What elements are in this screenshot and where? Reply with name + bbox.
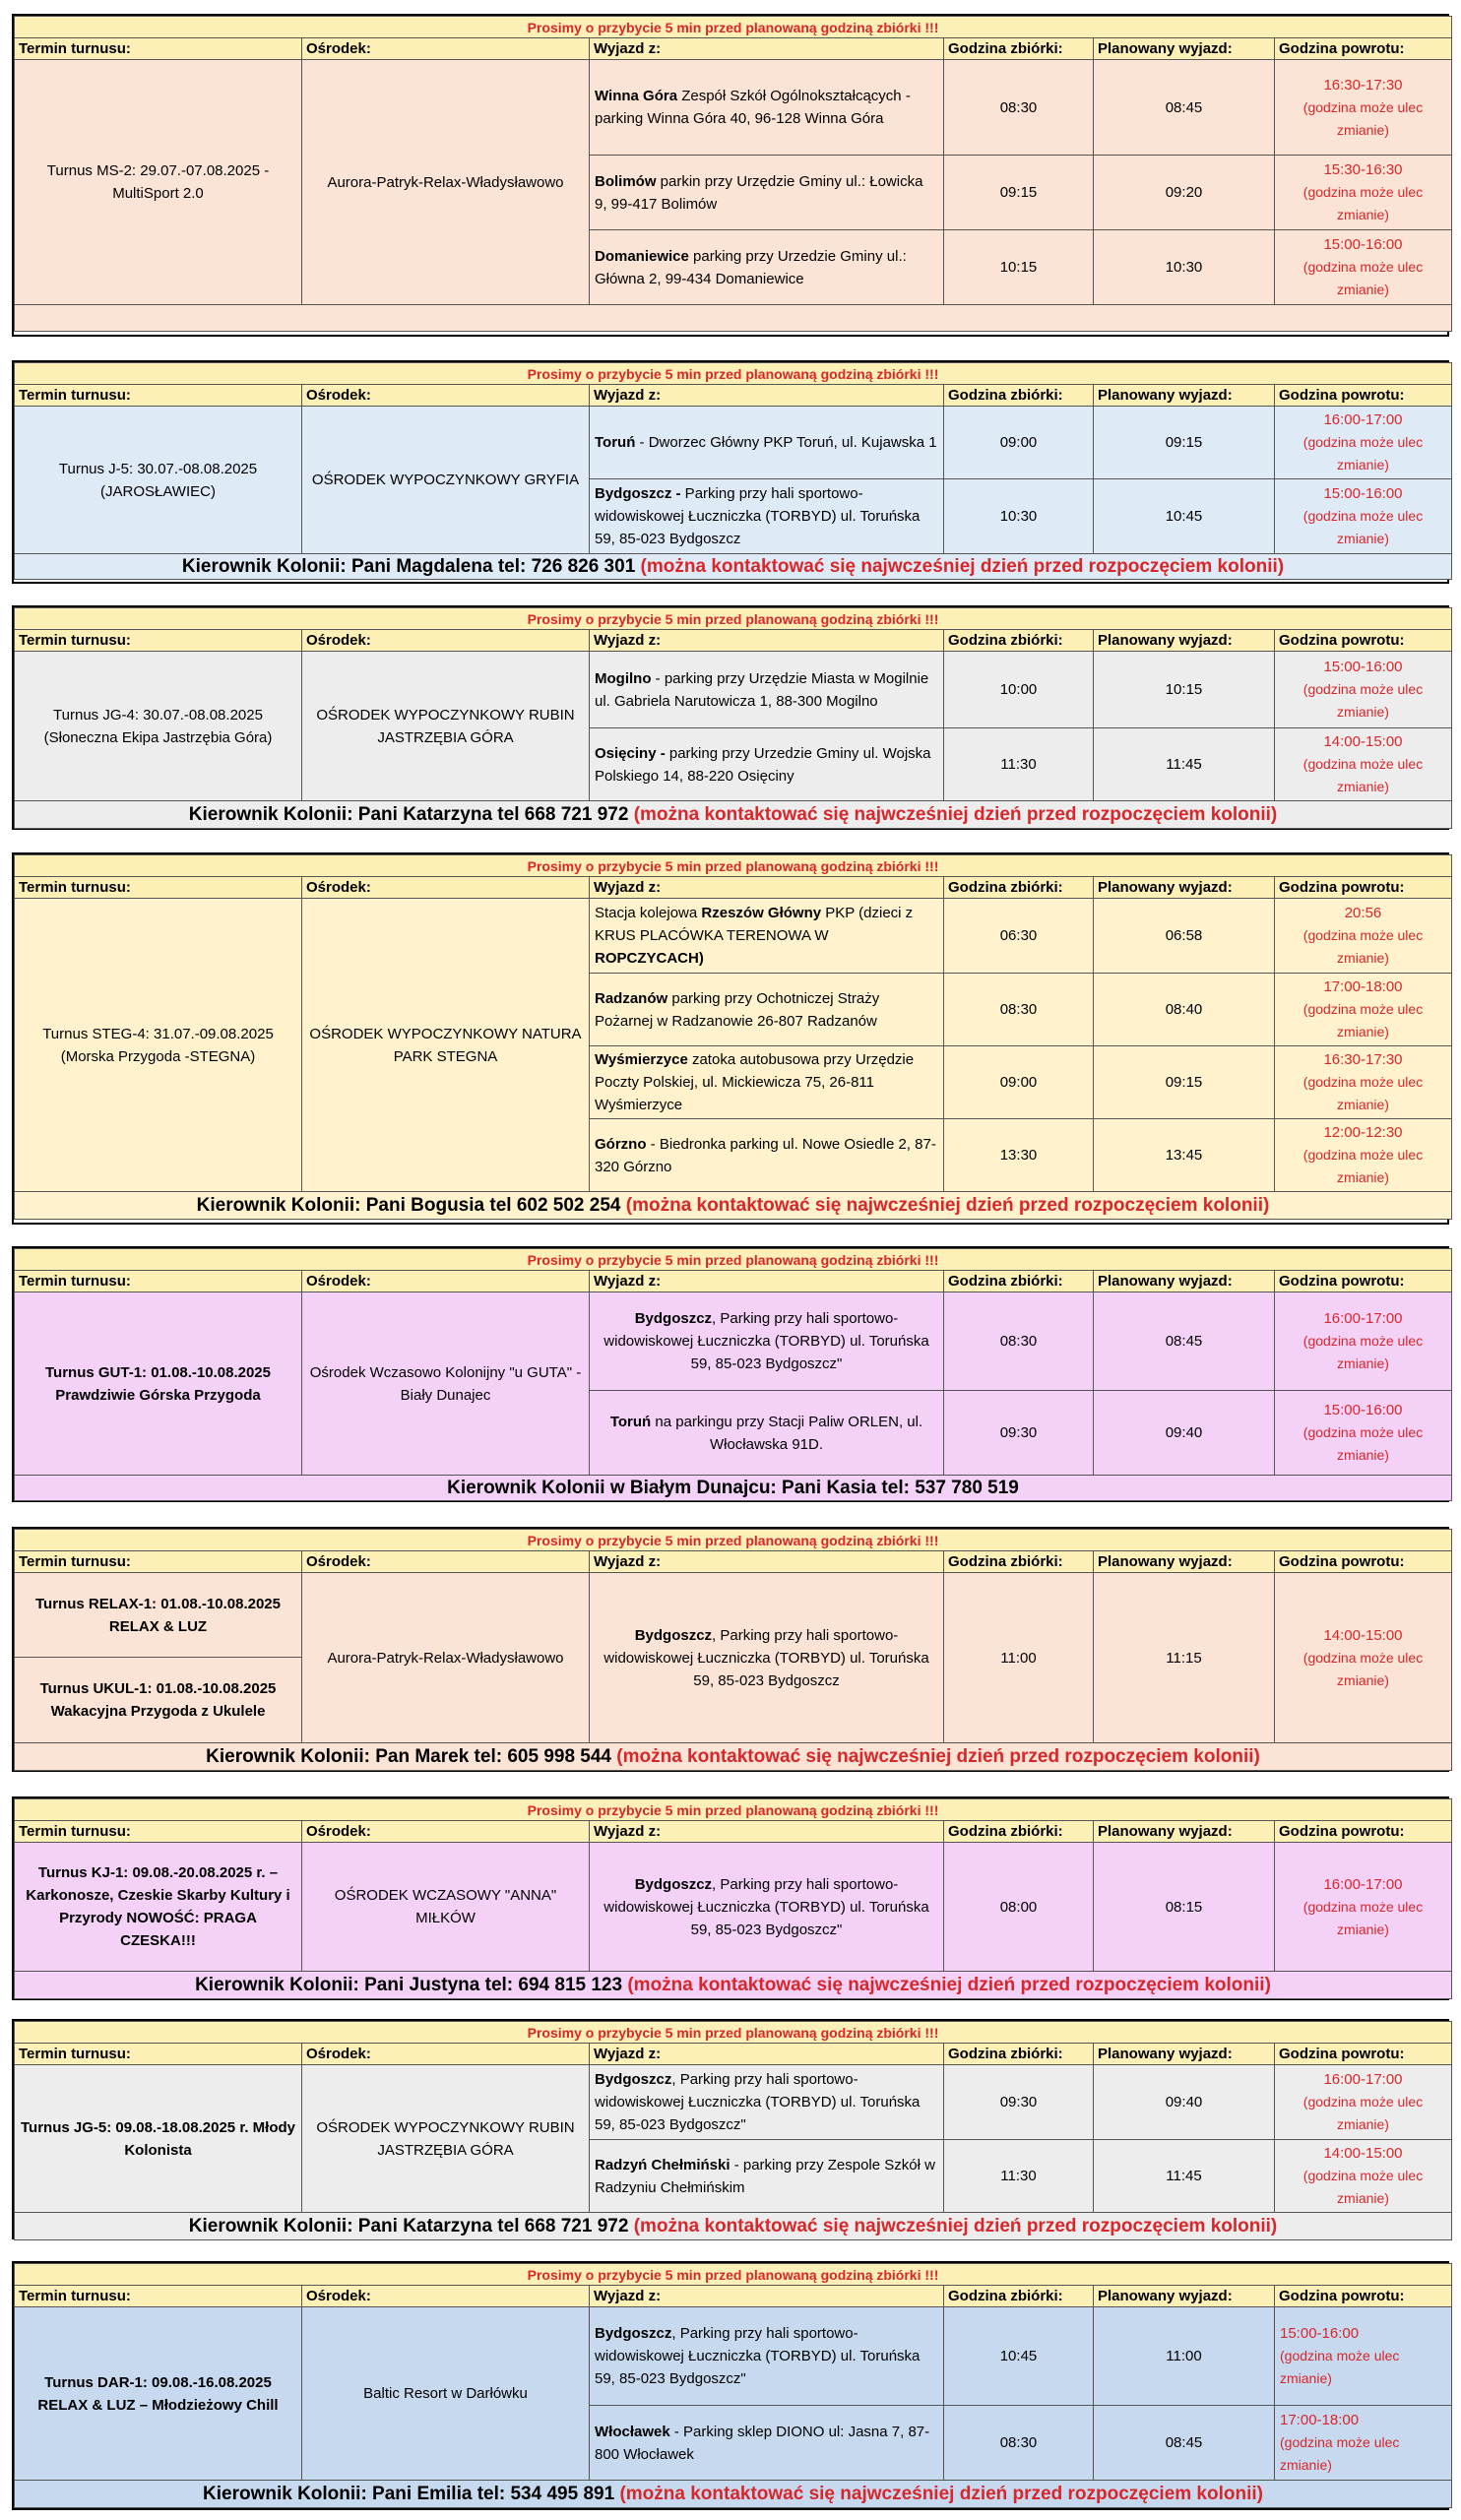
manager-name: Kierownik Kolonii: Pan Marek tel: 605 998 544 bbox=[206, 1745, 611, 1767]
return-note: (godzina może ulec zmianie) bbox=[1302, 259, 1424, 297]
return-time bbox=[1275, 2140, 1452, 2213]
departure-place bbox=[590, 479, 944, 554]
return-hours: 17:00-18:00 bbox=[1280, 2412, 1360, 2428]
gathering-time: 10:00 bbox=[944, 652, 1094, 728]
return-time bbox=[1275, 974, 1452, 1046]
header-powrot: Godzina powrotu: bbox=[1275, 630, 1452, 652]
place-name: Bydgoszcz - bbox=[595, 485, 681, 502]
header-zbiorka: Godzina zbiórki: bbox=[944, 877, 1094, 899]
header-zbiorka: Godzina zbiórki: bbox=[944, 2044, 1094, 2065]
header-osrodek: Ośrodek: bbox=[302, 630, 590, 652]
manager-contact bbox=[15, 1192, 1452, 1220]
header-termin: Termin turnusu: bbox=[15, 38, 302, 60]
osrodek-name: OŚRODEK WYPOCZYNKOWY GRYFIA bbox=[302, 407, 590, 554]
return-hours: 15:00-16:00 bbox=[1323, 485, 1403, 502]
manager-contact bbox=[15, 1972, 1452, 1999]
gathering-time: 10:15 bbox=[944, 230, 1094, 305]
return-hours: 14:00-15:00 bbox=[1323, 1626, 1403, 1644]
place-address: parkin przy Urzędzie Gminy ul.: Łowicka 9, 99-417 Bolimów bbox=[595, 172, 923, 213]
place-address: - Dworzec Główny PKP Toruń, ul. Kujawska 1 bbox=[635, 434, 937, 451]
gathering-time: 09:30 bbox=[944, 1391, 1094, 1476]
header-wyjazd: Wyjazd z: bbox=[590, 2044, 944, 2065]
place-name: Radzanów bbox=[595, 989, 668, 1007]
contact-note: (można kontaktować się najwcześniej dzień przed rozpoczęciem kolonii) bbox=[619, 2483, 1263, 2504]
gathering-time: 11:30 bbox=[944, 2140, 1094, 2213]
departure-time: 08:45 bbox=[1094, 1292, 1275, 1391]
departure-time: 08:15 bbox=[1094, 1843, 1275, 1972]
osrodek-name: OŚRODEK WYPOCZYNKOWY RUBIN JASTRZĘBIA GÓRA bbox=[302, 2065, 590, 2213]
departure-place bbox=[590, 1391, 944, 1476]
return-hours: 15:00-16:00 bbox=[1280, 2325, 1360, 2342]
gathering-time: 09:00 bbox=[944, 1046, 1094, 1119]
header-termin: Termin turnusu: bbox=[15, 877, 302, 899]
manager-name: Kierownik Kolonii: Pani Magdalena tel: 726 826 301 bbox=[181, 555, 636, 577]
return-hours: 16:30-17:30 bbox=[1323, 76, 1403, 94]
header-powrot: Godzina powrotu: bbox=[1275, 2044, 1452, 2065]
header-osrodek: Ośrodek: bbox=[302, 385, 590, 407]
place-name: Bydgoszcz bbox=[634, 1310, 713, 1327]
departure-time: 10:45 bbox=[1094, 479, 1275, 554]
departure-place bbox=[590, 2140, 944, 2213]
place-address: , Parking przy hali sportowo-widowiskowej Łuczniczka (TORBYD) ul. Toruńska 59, 85-023 Bydgoszcz" bbox=[603, 1310, 929, 1372]
turnus-name: Turnus JG-5: 09.08.-18.08.2025 r. Młody Kolonista bbox=[15, 2065, 302, 2213]
contact-note: (można kontaktować się najwcześniej dzień przed rozpoczęciem kolonii) bbox=[640, 555, 1285, 577]
manager-name: Kierownik Kolonii: Pani Emilia tel: 534 495 891 bbox=[203, 2483, 615, 2504]
place-address: - Parking sklep DIONO ul: Jasna 7, 87-800 Włocławek bbox=[595, 2423, 930, 2463]
departure-place bbox=[590, 2406, 944, 2481]
return-time bbox=[1275, 1292, 1452, 1391]
header-planowany: Planowany wyjazd: bbox=[1094, 630, 1275, 652]
place-name: Bolimów bbox=[595, 172, 657, 190]
place-name: Domaniewice bbox=[595, 247, 689, 265]
manager-contact bbox=[15, 801, 1452, 829]
place-address: , Parking przy hali sportowo-widowiskowej Łuczniczka (TORBYD) ul. Toruńska 59, 85-023 Bydgoszcz" bbox=[603, 1875, 929, 1938]
place-address: PKP (dzieci z KRUS PLACÓWKA TERENOWA W bbox=[595, 905, 914, 944]
departure-place bbox=[590, 1843, 944, 1972]
header-powrot: Godzina powrotu: bbox=[1275, 1271, 1452, 1292]
departure-time: 11:45 bbox=[1094, 728, 1275, 801]
header-powrot: Godzina powrotu: bbox=[1275, 2286, 1452, 2307]
schedule-block-j5 bbox=[12, 360, 1449, 584]
turnus-name: Turnus JG-4: 30.07.-08.08.2025 (Słoneczna Ekipa Jastrzębia Góra) bbox=[15, 652, 302, 801]
departure-time: 09:40 bbox=[1094, 2065, 1275, 2140]
header-osrodek: Ośrodek: bbox=[302, 1551, 590, 1573]
return-hours: 16:00-17:00 bbox=[1323, 1310, 1403, 1327]
return-note: (godzina może ulec zmianie) bbox=[1302, 681, 1424, 720]
gathering-time: 08:30 bbox=[944, 974, 1094, 1046]
return-time bbox=[1275, 2065, 1452, 2140]
gathering-time: 11:30 bbox=[944, 728, 1094, 801]
departure-time: 13:45 bbox=[1094, 1119, 1275, 1192]
header-wyjazd: Wyjazd z: bbox=[590, 1821, 944, 1843]
departure-place bbox=[590, 652, 944, 728]
return-hours: 15:00-16:00 bbox=[1323, 1402, 1403, 1418]
return-time bbox=[1275, 230, 1452, 305]
return-note: (godzina może ulec zmianie) bbox=[1280, 2434, 1400, 2473]
header-zbiorka: Godzina zbiórki: bbox=[944, 630, 1094, 652]
osrodek-name: Ośrodek Wczasowo Kolonijny "u GUTA" - Biały Dunajec bbox=[302, 1292, 590, 1476]
manager-name: Kierownik Kolonii: Pani Bogusia tel 602 502 254 bbox=[196, 1194, 621, 1216]
header-osrodek: Ośrodek: bbox=[302, 877, 590, 899]
return-note: (godzina może ulec zmianie) bbox=[1302, 2168, 1424, 2206]
header-osrodek: Ośrodek: bbox=[302, 1271, 590, 1292]
return-hours: 20:56 bbox=[1344, 905, 1382, 921]
header-planowany: Planowany wyjazd: bbox=[1094, 385, 1275, 407]
schedule-block-jg5 bbox=[12, 2019, 1449, 2239]
header-planowany: Planowany wyjazd: bbox=[1094, 1821, 1275, 1843]
return-hours: 16:00-17:00 bbox=[1323, 1875, 1403, 1893]
arrival-notice: Prosimy o przybycie 5 min przed planowaną godziną zbiórki !!! bbox=[15, 1530, 1452, 1551]
departure-place bbox=[590, 728, 944, 801]
header-planowany: Planowany wyjazd: bbox=[1094, 2286, 1275, 2307]
return-note: (godzina może ulec zmianie) bbox=[1302, 1147, 1424, 1185]
header-termin: Termin turnusu: bbox=[15, 1271, 302, 1292]
arrival-notice: Prosimy o przybycie 5 min przed planowaną godziną zbiórki !!! bbox=[15, 1249, 1452, 1271]
return-note: (godzina może ulec zmianie) bbox=[1302, 184, 1424, 222]
place-name: Radzyń Chełmiński bbox=[595, 2156, 730, 2174]
gathering-time: 10:30 bbox=[944, 479, 1094, 554]
header-zbiorka: Godzina zbiórki: bbox=[944, 38, 1094, 60]
departure-place bbox=[590, 1292, 944, 1391]
place-name: Mogilno bbox=[595, 669, 652, 687]
departure-time: 11:15 bbox=[1094, 1573, 1275, 1743]
header-wyjazd: Wyjazd z: bbox=[590, 2286, 944, 2307]
header-wyjazd: Wyjazd z: bbox=[590, 877, 944, 899]
departure-time: 08:45 bbox=[1094, 60, 1275, 156]
header-zbiorka: Godzina zbiórki: bbox=[944, 1271, 1094, 1292]
return-time bbox=[1275, 728, 1452, 801]
contact-note: (można kontaktować się najwcześniej dzień przed rozpoczęciem kolonii) bbox=[616, 1745, 1260, 1767]
osrodek-name: Aurora-Patryk-Relax-Władysławowo bbox=[302, 60, 590, 305]
header-powrot: Godzina powrotu: bbox=[1275, 38, 1452, 60]
return-time bbox=[1275, 652, 1452, 728]
return-time bbox=[1275, 156, 1452, 230]
schedule-block-dar1 bbox=[12, 2261, 1449, 2510]
departure-place bbox=[590, 1119, 944, 1192]
arrival-notice: Prosimy o przybycie 5 min przed planowaną godziną zbiórki !!! bbox=[15, 363, 1452, 385]
gathering-time: 11:00 bbox=[944, 1573, 1094, 1743]
departure-place bbox=[590, 60, 944, 156]
schedule-block-kj1 bbox=[12, 1796, 1449, 2000]
return-hours: 16:00-17:00 bbox=[1323, 411, 1403, 428]
return-note: (godzina może ulec zmianie) bbox=[1302, 1333, 1424, 1371]
place-prefix: Stacja kolejowa bbox=[595, 905, 702, 921]
turnus-name: Turnus J-5: 30.07.-08.08.2025 (JAROSŁAWIEC) bbox=[15, 407, 302, 554]
turnus-name: Turnus MS-2: 29.07.-07.08.2025 - MultiSport 2.0 bbox=[15, 60, 302, 305]
header-wyjazd: Wyjazd z: bbox=[590, 38, 944, 60]
return-note: (godzina może ulec zmianie) bbox=[1302, 434, 1424, 472]
manager-contact bbox=[15, 1476, 1452, 1501]
place-name: Rzeszów Główny bbox=[701, 905, 822, 921]
departure-place bbox=[590, 1046, 944, 1119]
osrodek-name: Aurora-Patryk-Relax-Władysławowo bbox=[302, 1573, 590, 1743]
return-time bbox=[1275, 60, 1452, 156]
arrival-notice: Prosimy o przybycie 5 min przed planowaną godziną zbiórki !!! bbox=[15, 17, 1452, 38]
schedule-block-gut1 bbox=[12, 1246, 1449, 1502]
contact-note: (można kontaktować się najwcześniej dzień przed rozpoczęciem kolonii) bbox=[627, 1974, 1271, 1995]
return-note: (godzina może ulec zmianie) bbox=[1302, 927, 1424, 966]
place-address: parking przy Urzedzie Gminy ul.: Główna 2, 99-434 Domaniewice bbox=[595, 247, 907, 287]
empty-row bbox=[15, 305, 1452, 332]
place-name: Górzno bbox=[595, 1135, 647, 1153]
arrival-notice: Prosimy o przybycie 5 min przed planowaną godziną zbiórki !!! bbox=[15, 608, 1452, 630]
arrival-notice: Prosimy o przybycie 5 min przed planowaną godziną zbiórki !!! bbox=[15, 2264, 1452, 2286]
header-zbiorka: Godzina zbiórki: bbox=[944, 1821, 1094, 1843]
place-name: Toruń bbox=[609, 1413, 652, 1430]
manager-name: Kierownik Kolonii: Pani Katarzyna tel 668 721 972 bbox=[188, 803, 629, 825]
place-address: , Parking przy hali sportowo-widowiskowej Łuczniczka (TORBYD) ul. Toruńska 59, 85-023 Bydgoszcz" bbox=[595, 2071, 921, 2133]
return-note: (godzina może ulec zmianie) bbox=[1302, 508, 1424, 546]
departure-place bbox=[590, 1573, 944, 1743]
return-time bbox=[1275, 1573, 1452, 1743]
osrodek-name: OŚRODEK WYPOCZYNKOWY RUBIN JASTRZĘBIA GÓRA bbox=[302, 652, 590, 801]
header-termin: Termin turnusu: bbox=[15, 1821, 302, 1843]
departure-place bbox=[590, 974, 944, 1046]
departure-time: 06:58 bbox=[1094, 899, 1275, 974]
return-hours: 12:00-12:30 bbox=[1323, 1124, 1403, 1141]
header-osrodek: Ośrodek: bbox=[302, 1821, 590, 1843]
header-termin: Termin turnusu: bbox=[15, 2044, 302, 2065]
departure-time: 09:20 bbox=[1094, 156, 1275, 230]
place-address: - parking przy Zespole Szkół w Radzyniu Chełmińskim bbox=[595, 2156, 935, 2196]
header-zbiorka: Godzina zbiórki: bbox=[944, 1551, 1094, 1573]
manager-contact bbox=[15, 554, 1452, 580]
arrival-notice: Prosimy o przybycie 5 min przed planowaną godziną zbiórki !!! bbox=[15, 1799, 1452, 1821]
gathering-time: 08:00 bbox=[944, 1843, 1094, 1972]
departure-time: 10:30 bbox=[1094, 230, 1275, 305]
gathering-time: 08:30 bbox=[944, 1292, 1094, 1391]
turnus-name: Turnus STEG-4: 31.07.-09.08.2025 (Morska Przygoda -STEGNA) bbox=[15, 899, 302, 1192]
header-wyjazd: Wyjazd z: bbox=[590, 630, 944, 652]
header-wyjazd: Wyjazd z: bbox=[590, 1551, 944, 1573]
header-powrot: Godzina powrotu: bbox=[1275, 385, 1452, 407]
return-note: (godzina może ulec zmianie) bbox=[1302, 756, 1424, 794]
contact-note: (można kontaktować się najwcześniej dzień przed rozpoczęciem kolonii) bbox=[633, 2215, 1278, 2236]
place-address: - Biedronka parking ul. Nowe Osiedle 2, 87-320 Górzno bbox=[595, 1135, 936, 1175]
header-wyjazd: Wyjazd z: bbox=[590, 385, 944, 407]
header-planowany: Planowany wyjazd: bbox=[1094, 38, 1275, 60]
return-time bbox=[1275, 2406, 1452, 2481]
departure-place bbox=[590, 230, 944, 305]
return-time bbox=[1275, 407, 1452, 479]
gathering-time: 06:30 bbox=[944, 899, 1094, 974]
place-name: Bydgoszcz bbox=[634, 1875, 713, 1893]
gathering-time: 08:30 bbox=[944, 60, 1094, 156]
departure-place bbox=[590, 2065, 944, 2140]
header-planowany: Planowany wyjazd: bbox=[1094, 877, 1275, 899]
place-name: Winna Góra bbox=[595, 88, 678, 104]
return-note: (godzina może ulec zmianie) bbox=[1302, 1424, 1424, 1463]
turnus-name: Turnus KJ-1: 09.08.-20.08.2025 r. – Karkonosze, Czeskie Skarby Kultury i Przyrody NOWOŚĆ: PRAGA CZESKA!!! bbox=[15, 1843, 302, 1972]
place-address: , Parking przy hali sportowo-widowiskowej Łuczniczka (TORBYD) ul. Toruńska 59, 85-023 Bydgoszcz bbox=[603, 1626, 929, 1689]
header-osrodek: Ośrodek: bbox=[302, 2044, 590, 2065]
return-time bbox=[1275, 1046, 1452, 1119]
place-address: parking przy Ochotniczej Straży Pożarnej w Radzanowie 26-807 Radzanów bbox=[595, 989, 880, 1030]
return-time bbox=[1275, 1391, 1452, 1476]
return-time bbox=[1275, 479, 1452, 554]
place-address: zatoka autobusowa przy Urzędzie Poczty Polskiej, ul. Mickiewicza 75, 26-811 Wyśmierzyce bbox=[595, 1051, 915, 1113]
header-powrot: Godzina powrotu: bbox=[1275, 1821, 1452, 1843]
place-name: Bydgoszcz bbox=[595, 2071, 672, 2088]
departure-time: 08:45 bbox=[1094, 2406, 1275, 2481]
place-name: Bydgoszcz bbox=[634, 1626, 713, 1644]
header-termin: Termin turnusu: bbox=[15, 630, 302, 652]
return-hours: 16:30-17:30 bbox=[1323, 1051, 1403, 1068]
contact-note: (można kontaktować się najwcześniej dzień przed rozpoczęciem kolonii) bbox=[625, 1194, 1270, 1216]
return-note: (godzina może ulec zmianie) bbox=[1302, 98, 1424, 138]
return-note: (godzina może ulec zmianie) bbox=[1302, 2094, 1424, 2132]
departure-place bbox=[590, 899, 944, 974]
return-hours: 14:00-15:00 bbox=[1323, 2145, 1403, 2162]
place-address: , Parking przy hali sportowo-widowiskowej Łuczniczka (TORBYD) ul. Toruńska 59, 85-023 Bydgoszcz" bbox=[595, 2325, 921, 2387]
schedule-block-relax1 bbox=[12, 1527, 1449, 1772]
place-address: na parkingu przy Stacji Paliw ORLEN, ul. Włocławska 91D. bbox=[651, 1413, 923, 1453]
header-wyjazd: Wyjazd z: bbox=[590, 1271, 944, 1292]
header-planowany: Planowany wyjazd: bbox=[1094, 1271, 1275, 1292]
header-powrot: Godzina powrotu: bbox=[1275, 1551, 1452, 1573]
place-name: Toruń bbox=[595, 434, 636, 451]
return-time bbox=[1275, 2307, 1452, 2406]
departure-time: 11:00 bbox=[1094, 2307, 1275, 2406]
return-hours: 15:30-16:30 bbox=[1323, 161, 1403, 178]
place-suffix: ROPCZYCACH) bbox=[595, 950, 704, 967]
return-time bbox=[1275, 1843, 1452, 1972]
place-name: Włocławek bbox=[595, 2423, 670, 2440]
schedule-block-ms2 bbox=[12, 14, 1449, 337]
gathering-time: 09:00 bbox=[944, 407, 1094, 479]
return-note: (godzina może ulec zmianie) bbox=[1302, 1898, 1424, 1937]
return-time bbox=[1275, 1119, 1452, 1192]
manager-name: Kierownik Kolonii w Białym Dunajcu: Pani Kasia tel: 537 780 519 bbox=[447, 1477, 1019, 1498]
return-note: (godzina może ulec zmianie) bbox=[1280, 2348, 1400, 2386]
osrodek-name: Baltic Resort w Darłówku bbox=[302, 2307, 590, 2481]
header-termin: Termin turnusu: bbox=[15, 1551, 302, 1573]
return-hours: 16:00-17:00 bbox=[1323, 2071, 1403, 2088]
departure-time: 09:15 bbox=[1094, 407, 1275, 479]
manager-contact bbox=[15, 1743, 1452, 1771]
gathering-time: 09:15 bbox=[944, 156, 1094, 230]
departure-time: 10:15 bbox=[1094, 652, 1275, 728]
header-osrodek: Ośrodek: bbox=[302, 2286, 590, 2307]
header-termin: Termin turnusu: bbox=[15, 385, 302, 407]
departure-time: 09:15 bbox=[1094, 1046, 1275, 1119]
return-hours: 15:00-16:00 bbox=[1323, 236, 1403, 253]
gathering-time: 10:45 bbox=[944, 2307, 1094, 2406]
departure-time: 11:45 bbox=[1094, 2140, 1275, 2213]
place-address: - parking przy Urzędzie Miasta w Mogilnie ul. Gabriela Narutowicza 1, 88-300 Mogilno bbox=[595, 669, 929, 710]
header-zbiorka: Godzina zbiórki: bbox=[944, 2286, 1094, 2307]
place-address: Zespół Szkół Ogólnokształcących - parking Winna Góra 40, 96-128 Winna Góra bbox=[595, 88, 911, 127]
schedule-block-jg4 bbox=[12, 605, 1449, 830]
schedule-block-steg4 bbox=[12, 852, 1449, 1225]
manager-name: Kierownik Kolonii: Pani Justyna tel: 694 815 123 bbox=[195, 1974, 623, 1995]
return-note: (godzina może ulec zmianie) bbox=[1302, 1001, 1424, 1040]
arrival-notice: Prosimy o przybycie 5 min przed planowaną godziną zbiórki !!! bbox=[15, 855, 1452, 877]
header-planowany: Planowany wyjazd: bbox=[1094, 1551, 1275, 1573]
place-name: Bydgoszcz bbox=[595, 2325, 672, 2342]
gathering-time: 08:30 bbox=[944, 2406, 1094, 2481]
osrodek-name: OŚRODEK WYPOCZYNKOWY NATURA PARK STEGNA bbox=[302, 899, 590, 1192]
place-address: parking przy Urzedzie Gminy ul. Wojska Polskiego 14, 88-220 Osięciny bbox=[595, 744, 931, 785]
turnus-name: Turnus DAR-1: 09.08.-16.08.2025 RELAX & LUZ – Młodzieżowy Chill bbox=[15, 2307, 302, 2481]
header-osrodek: Ośrodek: bbox=[302, 38, 590, 60]
manager-contact bbox=[15, 2213, 1452, 2240]
place-address: Parking przy hali sportowo-widowiskowej Łuczniczka (TORBYD) ul. Toruńska 59, 85-023 Bydgoszcz bbox=[595, 485, 921, 547]
departure-place bbox=[590, 407, 944, 479]
osrodek-name: OŚRODEK WCZASOWY "ANNA" MIŁKÓW bbox=[302, 1843, 590, 1972]
return-time bbox=[1275, 899, 1452, 974]
header-zbiorka: Godzina zbiórki: bbox=[944, 385, 1094, 407]
header-termin: Termin turnusu: bbox=[15, 2286, 302, 2307]
return-note: (godzina może ulec zmianie) bbox=[1302, 1074, 1424, 1112]
departure-time: 09:40 bbox=[1094, 1391, 1275, 1476]
return-hours: 17:00-18:00 bbox=[1323, 978, 1403, 995]
departure-time: 08:40 bbox=[1094, 974, 1275, 1046]
manager-contact bbox=[15, 2481, 1452, 2508]
return-hours: 14:00-15:00 bbox=[1323, 733, 1403, 750]
manager-name: Kierownik Kolonii: Pani Katarzyna tel 668 721 972 bbox=[188, 2215, 629, 2236]
turnus-name: Turnus GUT-1: 01.08.-10.08.2025 Prawdziwie Górska Przygoda bbox=[15, 1292, 302, 1476]
contact-note: (można kontaktować się najwcześniej dzień przed rozpoczęciem kolonii) bbox=[633, 803, 1278, 825]
turnus-name: Turnus RELAX-1: 01.08.-10.08.2025 RELAX & LUZ bbox=[15, 1573, 302, 1658]
turnus-name-2: Turnus UKUL-1: 01.08.-10.08.2025 Wakacyjna Przygoda z Ukulele bbox=[15, 1658, 302, 1743]
departure-place bbox=[590, 2307, 944, 2406]
departure-place bbox=[590, 156, 944, 230]
place-name: Osięciny - bbox=[595, 744, 666, 762]
arrival-notice: Prosimy o przybycie 5 min przed planowaną godziną zbiórki !!! bbox=[15, 2022, 1452, 2044]
header-powrot: Godzina powrotu: bbox=[1275, 877, 1452, 899]
gathering-time: 09:30 bbox=[944, 2065, 1094, 2140]
return-note: (godzina może ulec zmianie) bbox=[1302, 1649, 1424, 1688]
place-name: Wyśmierzyce bbox=[595, 1051, 688, 1068]
header-planowany: Planowany wyjazd: bbox=[1094, 2044, 1275, 2065]
gathering-time: 13:30 bbox=[944, 1119, 1094, 1192]
return-hours: 15:00-16:00 bbox=[1323, 659, 1403, 675]
